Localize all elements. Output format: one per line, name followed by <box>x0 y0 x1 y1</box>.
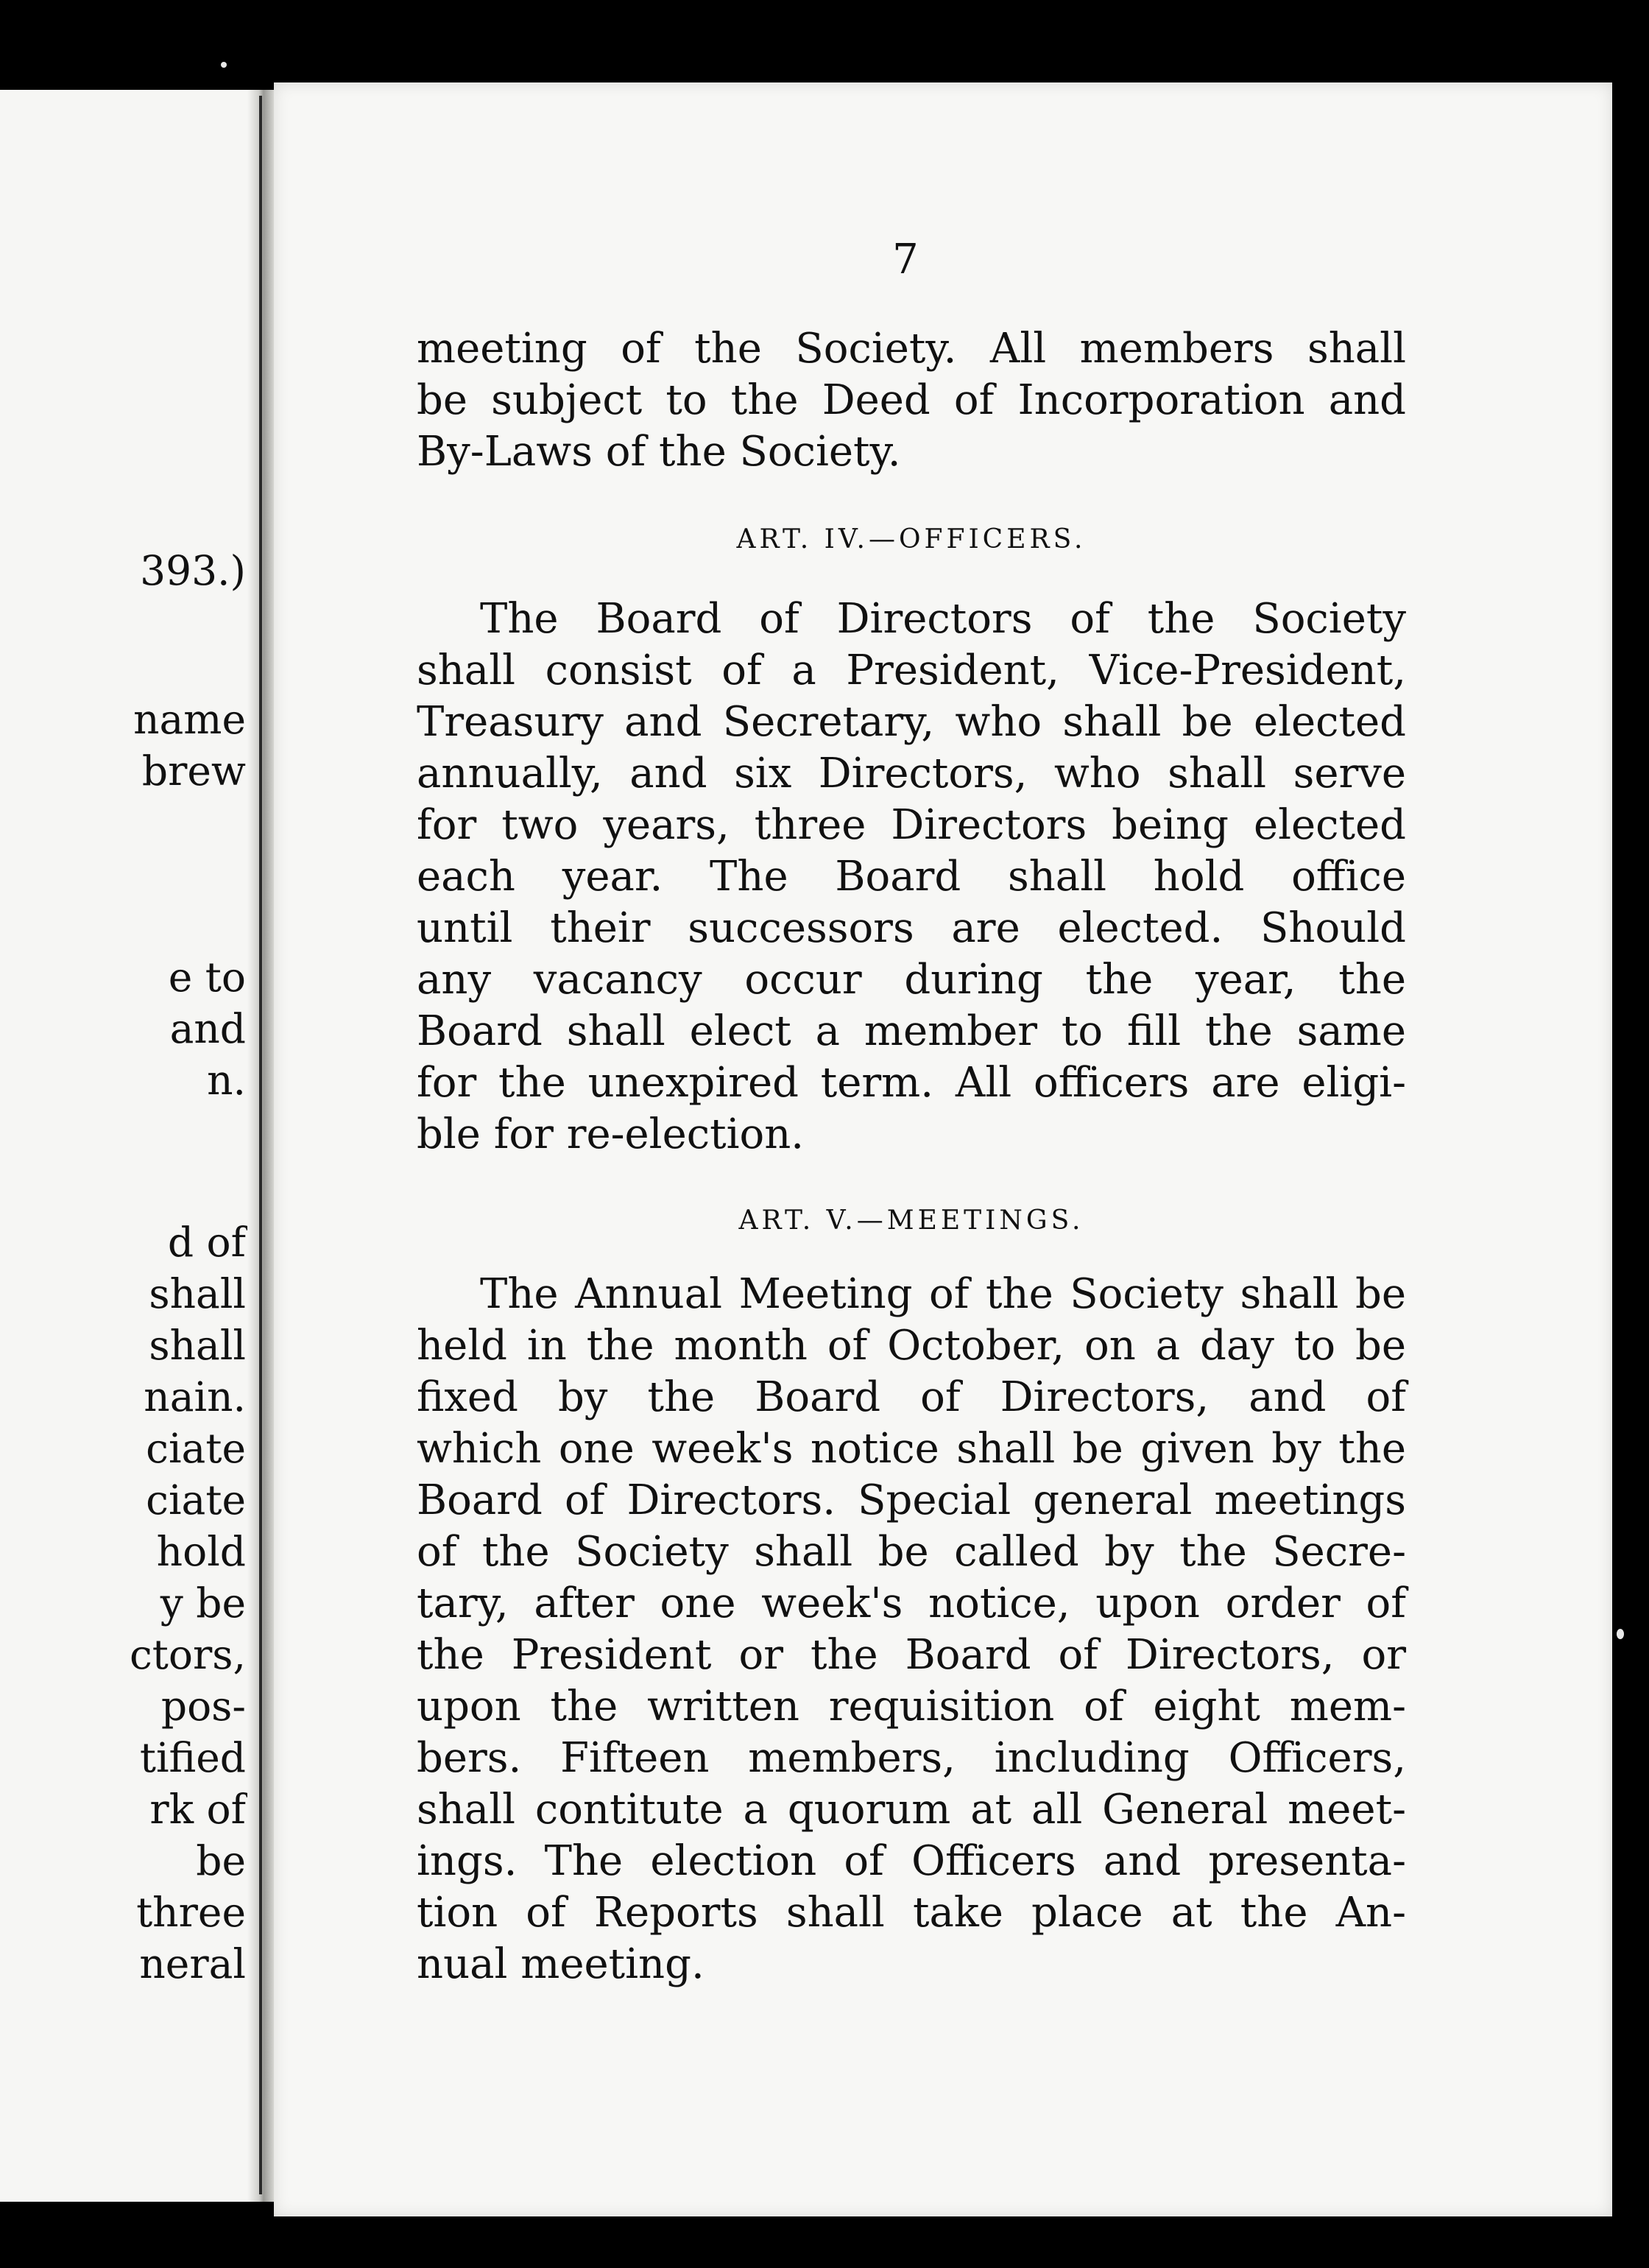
left-page-fragment: 393.) <box>140 547 246 594</box>
body-text-line: bers. Fifteen members, including Officers, <box>417 1734 1406 1782</box>
left-page-fragment: pos- <box>160 1683 246 1730</box>
left-page-fragment: ctors, <box>129 1631 246 1678</box>
left-page-fragment: hold <box>156 1528 246 1575</box>
body-text-line: Board of Directors. Special general meetings <box>417 1476 1406 1524</box>
article-heading: ART. IV.—OFFICERS. <box>736 524 1087 554</box>
body-text-line: each year. The Board shall hold office <box>417 853 1406 901</box>
gutter-line <box>259 96 262 2194</box>
body-text-line: until their successors are elected. Should <box>417 904 1406 952</box>
body-text-line: upon the written requisition of eight mem- <box>417 1683 1406 1730</box>
left-page <box>0 90 262 2202</box>
dust-speck <box>1617 1629 1624 1639</box>
body-text-line: The Annual Meeting of the Society shall be <box>480 1270 1406 1318</box>
left-page-fragment: three <box>136 1889 246 1936</box>
dust-speck <box>221 62 227 68</box>
body-text-line: be subject to the Deed of Incorporation and <box>417 376 1406 424</box>
body-text-line: Board shall elect a member to fill the same <box>417 1007 1406 1055</box>
book-gutter <box>247 90 277 2202</box>
left-page-fragment: shall <box>149 1322 246 1369</box>
body-text-line: shall contitute a quorum at all General meet- <box>417 1786 1406 1834</box>
left-page-fragment: y be <box>160 1580 246 1627</box>
left-page-fragment: and <box>169 1005 246 1052</box>
left-page-fragment: ciate <box>146 1425 246 1472</box>
body-text-line: annually, and six Directors, who shall serve <box>417 750 1406 797</box>
left-page-fragment: e to <box>168 954 246 1001</box>
left-page-fragment: n. <box>207 1057 246 1104</box>
article-heading: ART. V.—MEETINGS. <box>738 1205 1084 1236</box>
page-number: 7 <box>892 236 919 284</box>
body-text-line: ings. The election of Officers and presenta- <box>417 1837 1406 1885</box>
left-page-fragment: shall <box>149 1270 246 1317</box>
body-text-line: Treasury and Secretary, who shall be elected <box>417 698 1406 746</box>
body-text-line: The Board of Directors of the Society <box>480 595 1406 643</box>
body-text-line: which one week's notice shall be given by the <box>417 1425 1406 1473</box>
body-text-line: ble for re-election. <box>417 1110 805 1158</box>
body-text-line: for two years, three Directors being elected <box>417 801 1406 849</box>
body-text-line: tion of Reports shall take place at the An- <box>417 1889 1406 1937</box>
left-page-fragment: nain. <box>144 1373 246 1420</box>
left-page-fragment: d of <box>167 1219 246 1266</box>
body-text-line: shall consist of a President, Vice-President, <box>417 647 1406 694</box>
left-page-fragment: brew <box>141 747 246 795</box>
body-text-line: held in the month of October, on a day to be <box>417 1322 1406 1370</box>
left-page-fragment: rk of <box>149 1786 246 1833</box>
body-text-line: fixed by the Board of Directors, and of <box>417 1373 1406 1421</box>
body-text-line: the President or the Board of Directors, or <box>417 1631 1406 1679</box>
body-text-line: nual meeting. <box>417 1940 705 1988</box>
body-text-line: By-Laws of the Society. <box>417 428 901 476</box>
body-text-line: of the Society shall be called by the Secre- <box>417 1528 1406 1576</box>
left-page-fragment: tified <box>139 1734 246 1781</box>
body-text-line: any vacancy occur during the year, the <box>417 956 1406 1004</box>
body-text-line: tary, after one week's notice, upon order of <box>417 1580 1406 1627</box>
body-text-line: for the unexpired term. All officers are eligi- <box>417 1059 1406 1107</box>
left-page-fragment: neral <box>139 1940 246 1987</box>
left-page-fragment: name <box>133 696 246 743</box>
left-page-fragment: be <box>196 1837 246 1884</box>
left-page-fragment: ciate <box>146 1476 246 1524</box>
body-text-line: meeting of the Society. All members shall <box>417 325 1406 373</box>
